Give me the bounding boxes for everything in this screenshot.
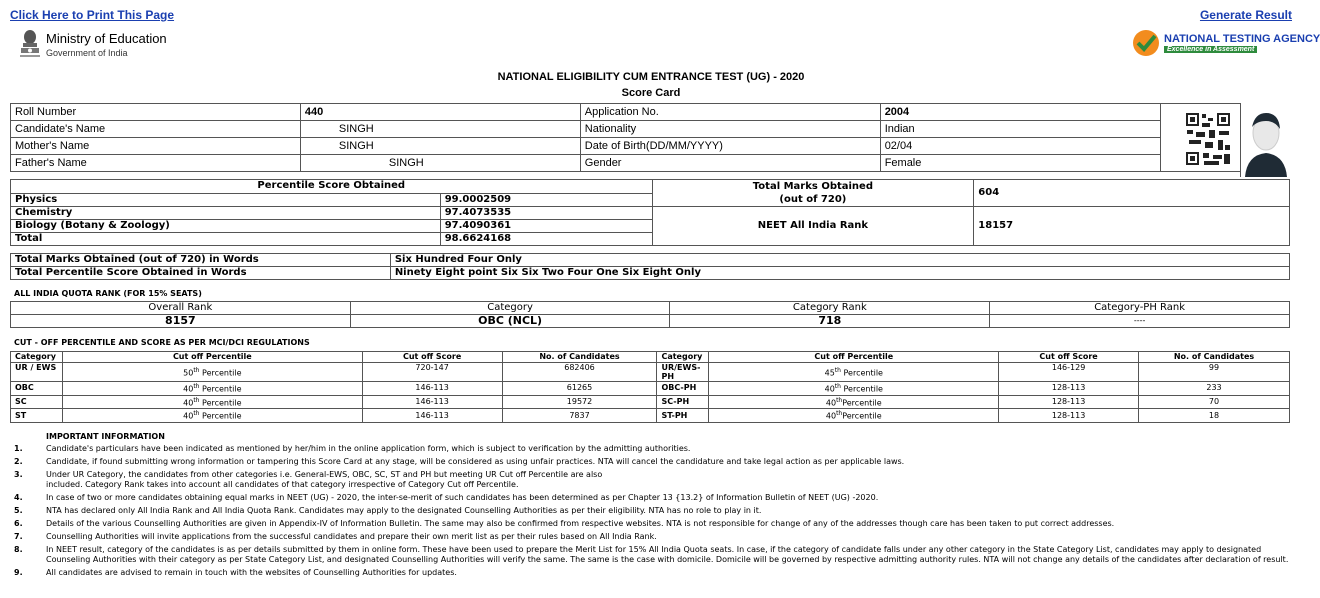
subject-total: Total (11, 233, 441, 246)
gender-label: Gender (580, 155, 880, 172)
name-value: SINGH (300, 121, 580, 138)
roll-label: Roll Number (11, 104, 301, 121)
nationality-value: Indian (880, 121, 1160, 138)
dob-value: 02/04 (880, 138, 1160, 155)
list-item: 9. All candidates are advised to remain in touch with the websites of Counselling Authorities for updates. (14, 568, 457, 577)
cutoff-percentile: 50th Percentile (62, 363, 362, 382)
cutoff-header: Category (657, 352, 709, 363)
table-row (11, 104, 1291, 121)
cutoff-header: No. of Candidates (502, 352, 657, 363)
cutoff-category: ST-PH (657, 409, 709, 423)
score-physics: 99.0002509 (440, 193, 652, 207)
government-name: Government of India (46, 48, 128, 58)
cutoff-percentile: 40thPercentile (709, 395, 999, 409)
air-value: 18157 (974, 207, 1290, 246)
list-item: 8. In NEET result, category of the candidates is as per details submitted by them in online form. These have been used to prepare the Merit List for 15% All India Quota seats. In case, if the category of candidate falls under any other category in the State Category List, candidates may apply to designated Counseling Authorities with their category as per State Category List, and designated Counselling Authorities will verify the same. The same is the case with domicile. Domicile will be governed by respective admitting authority rules. NTA will not change any details of the candidates after declaration of result. (14, 545, 1289, 564)
gender-value: Female (880, 155, 1160, 172)
cutoff-score: 146-113 (362, 382, 502, 396)
list-item: 7. Counselling Authorities will invite applications from the successful candidates and prepare their own merit list as per their rules based on All India Rank. (14, 532, 657, 541)
top-bar (0, 0, 1302, 22)
table-row (11, 382, 1290, 396)
cutoff-candidates: 99 (1139, 363, 1290, 382)
cutoff-category: UR/EWS-PH (657, 363, 709, 382)
pct-words-value: Ninety Eight point Six Six Two Four One Six Eight Only (390, 267, 1289, 280)
table-row (11, 138, 1291, 155)
list-item: 3. Under UR Category, the candidates from other categories i.e. General-EWS, OBC, SC, ST and PH but meeting UR Cut off Percentile are also included. Category Rank takes into account all candidates of that category irrespective of Category Cut off Percentile. (14, 470, 603, 489)
total-marks-value: 604 (974, 180, 1290, 207)
cutoff-header: Category (11, 352, 63, 363)
percentile-table (10, 179, 1290, 246)
cutoff-candidates: 18 (1139, 409, 1290, 423)
subject-physics: Physics (11, 193, 441, 207)
subject-biology: Biology (Botany & Zoology) (11, 220, 441, 233)
table-row (11, 180, 1290, 194)
cutoff-percentile: 40thPercentile (709, 409, 999, 423)
quota-header-ph-rank: Category-PH Rank (990, 302, 1290, 315)
table-row (11, 302, 1290, 315)
cutoff-percentile: 40th Percentile (62, 382, 362, 396)
father-value: SINGH (300, 155, 580, 172)
cutoff-candidates: 70 (1139, 395, 1290, 409)
percentile-header: Percentile Score Obtained (11, 180, 653, 194)
cutoff-category: SC-PH (657, 395, 709, 409)
table-row (11, 155, 1291, 172)
roll-value: 440 (300, 104, 580, 121)
table-row (11, 409, 1290, 423)
cutoff-header: Cut off Percentile (62, 352, 362, 363)
cutoff-header: No. of Candidates (1139, 352, 1290, 363)
cutoff-category: SC (11, 395, 63, 409)
list-item: 1. Candidate's particulars have been indicated as mentioned by her/him in the online application form, which is subject to verification by the admitting authorities. (14, 444, 691, 453)
table-row (11, 352, 1290, 363)
quota-header-overall: Overall Rank (11, 302, 351, 315)
cutoff-score: 146-129 (999, 363, 1139, 382)
cutoff-category: OBC (11, 382, 63, 396)
list-item: 2. Candidate, if found submitting wrong information or tampering this Score Card at any stage, will be considered as using unfair practices. NTA will cancel the candidature and take legal action as per applicable laws. (14, 457, 905, 466)
cutoff-percentile: 40th Percentile (62, 395, 362, 409)
ministry-name: Ministry of Education (46, 31, 167, 46)
air-label: NEET All India Rank (652, 207, 974, 246)
total-marks-sub: (out of 720) (779, 194, 847, 205)
quota-table (10, 301, 1290, 328)
score-total: 98.6624168 (440, 233, 652, 246)
score-biology: 97.4090361 (440, 220, 652, 233)
quota-category-rank: 718 (670, 315, 990, 328)
table-row (11, 363, 1290, 382)
application-value: 2004 (880, 104, 1160, 121)
cutoff-score: 720-147 (362, 363, 502, 382)
list-item: 6. Details of the various Counselling Authorities are given in Appendix-IV of Information Bulletin. The same may also be confirmed from respective websites. NTA is not responsible for change of any of the addresses though care has been taken to put correct addresses. (14, 519, 1115, 528)
score-card-title: Score Card (621, 87, 681, 99)
list-item: 5. NTA has declared only All India Rank and All India Quota Rank. Candidates may apply to the designated Counselling Authorities as per their eligibility. NTA has no role to play in it. (14, 506, 762, 515)
table-row (11, 121, 1291, 138)
qr-code-icon (1180, 105, 1236, 173)
nta-name: NATIONAL TESTING AGENCY (1164, 33, 1320, 45)
cutoff-category: ST (11, 409, 63, 423)
generate-result-link[interactable]: Generate Result (1199, 8, 1292, 22)
cutoff-candidates: 19572 (502, 395, 657, 409)
quota-header-category: Category (350, 302, 670, 315)
candidate-photo-icon (1240, 103, 1291, 177)
cutoff-score: 146-113 (362, 395, 502, 409)
table-row (11, 315, 1290, 328)
nta-logo (1132, 29, 1320, 59)
quota-ph-rank: ---- (990, 315, 1290, 328)
cutoff-candidates: 682406 (502, 363, 657, 382)
subject-chemistry: Chemistry (11, 207, 441, 220)
father-label: Father's Name (11, 155, 301, 172)
cutoff-score: 128-113 (999, 409, 1139, 423)
page-header (0, 26, 1320, 70)
cutoff-score: 146-113 (362, 409, 502, 423)
cutoff-category: UR / EWS (11, 363, 63, 382)
quota-header-category-rank: Category Rank (670, 302, 990, 315)
candidate-details-table (10, 103, 1290, 172)
nta-check-icon (1132, 29, 1160, 57)
cutoff-candidates: 61265 (502, 382, 657, 396)
important-information (14, 432, 1294, 578)
info-title: IMPORTANT INFORMATION (46, 432, 165, 441)
pct-words-label: Total Percentile Score Obtained in Words (11, 267, 391, 280)
marks-words-value: Six Hundred Four Only (390, 254, 1289, 267)
ministry-block (46, 32, 167, 60)
words-table (10, 253, 1290, 280)
cutoff-percentile: 45th Percentile (709, 363, 999, 382)
exam-title: NATIONAL ELIGIBILITY CUM ENTRANCE TEST (UG) - 2020 (497, 71, 805, 83)
name-label: Candidate's Name (11, 121, 301, 138)
list-item: 4. In case of two or more candidates obtaining equal marks in NEET (UG) - 2020, the inter-se-merit of such candidates has been determined as per Chapter 13 {13.2} of Information Bulletin of NEET (UG) -2020. (14, 493, 879, 502)
mother-label: Mother's Name (11, 138, 301, 155)
table-row (11, 267, 1290, 280)
cutoff-section-title: CUT - OFF PERCENTILE AND SCORE AS PER MCI/DCI REGULATIONS (14, 338, 310, 347)
cutoff-table (10, 351, 1290, 423)
cutoff-header: Cut off Score (362, 352, 502, 363)
print-page-link[interactable]: Click Here to Print This Page (10, 8, 175, 22)
cutoff-percentile: 40th Percentile (709, 382, 999, 396)
quota-category: OBC (NCL) (350, 315, 670, 328)
total-marks-title: Total Marks Obtained (752, 181, 873, 192)
cutoff-category: OBC-PH (657, 382, 709, 396)
table-row (11, 254, 1290, 267)
cutoff-header: Cut off Percentile (709, 352, 999, 363)
cutoff-percentile: 40th Percentile (62, 409, 362, 423)
nta-tagline: Excellence in Assessment (1164, 46, 1257, 53)
cutoff-candidates: 7837 (502, 409, 657, 423)
total-marks-label (652, 180, 974, 207)
dob-label: Date of Birth(DD/MM/YYYY) (580, 138, 880, 155)
cutoff-candidates: 233 (1139, 382, 1290, 396)
cutoff-header: Cut off Score (999, 352, 1139, 363)
quota-overall-rank: 8157 (11, 315, 351, 328)
nationality-label: Nationality (580, 121, 880, 138)
table-row (11, 207, 1290, 220)
national-emblem-icon (17, 28, 43, 62)
marks-words-label: Total Marks Obtained (out of 720) in Words (11, 254, 391, 267)
quota-section-title: ALL INDIA QUOTA RANK (FOR 15% SEATS) (14, 289, 202, 298)
mother-value: SINGH (300, 138, 580, 155)
application-label: Application No. (580, 104, 880, 121)
cutoff-score: 128-113 (999, 382, 1139, 396)
cutoff-score: 128-113 (999, 395, 1139, 409)
table-row (11, 395, 1290, 409)
score-chemistry: 97.4073535 (440, 207, 652, 220)
